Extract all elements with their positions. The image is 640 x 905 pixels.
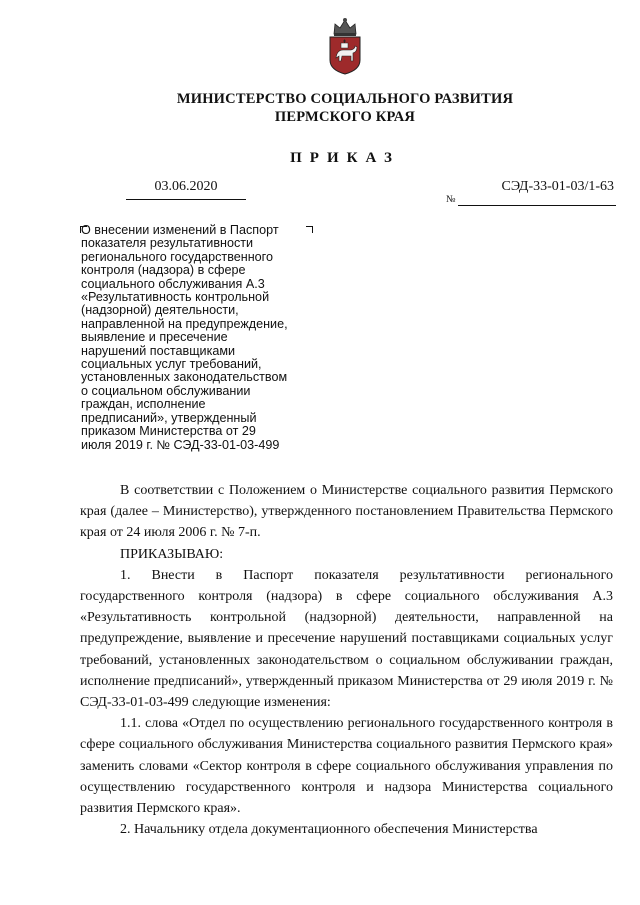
date-block — [126, 178, 246, 200]
document-subject: О внесении изменений в Паспорт показателя результативности регионального государственного контроля (надзора) в сфере социального обслуживания А.3 «Результативность контрольной (надзорной) деятельности, направленной на предупреждение, выявление и пресечение нарушений поставщиками социальных услуг требований, установленных законодательством о социальном обслуживании граждан, исполнение предписаний», утвержденный приказом Министерства от 29 июля 2019 г. № СЭД-33-01-03-499 — [81, 223, 288, 452]
ministry-header — [120, 90, 570, 126]
document-date: 03.06.2020 — [154, 179, 218, 194]
body-paragraph: 2. Начальнику отдела документационного обеспечения Министерства — [120, 822, 538, 838]
document-body — [80, 480, 613, 840]
coat-of-arms-icon — [326, 14, 364, 76]
date-underline — [126, 199, 246, 200]
ministry-name-line2: ПЕРМСКОГО КРАЯ — [274, 109, 416, 125]
number-block — [446, 178, 616, 206]
order-keyword: ПРИКАЗЫВАЮ: — [120, 546, 224, 562]
body-paragraph: 1. Внести в Паспорт показателя результативности регионального государственного контроля (надзора) в сфере социального обслуживания А.3 «Результативность контрольной (надзорной) деятельности, направленной на предупреждение, выявление и пресечение нарушений поставщиками социальных услуг требований, установленных законодательством о социальном обслуживании граждан, исполнение предписаний», утвержденный приказом Министерства от 29 июля 2019 г. № СЭД-33-01-03-499 следующие изменения: — [80, 567, 613, 711]
body-paragraph: 1.1. слова «Отдел по осуществлению регионального государственного контроля в сфере социального обслуживания Министерства социального развития Пермского края» заменить словами «Сектор контроля в сфере социального обслуживания управления по осуществлению государственного контроля и надзора Министерства социального развития Пермского края». — [80, 716, 613, 817]
number-underline — [458, 195, 616, 206]
document-type-title: ПРИКАЗ — [290, 150, 400, 166]
number-sign: № — [446, 194, 456, 205]
ministry-name-line1: МИНИСТЕРСТВО СОЦИАЛЬНОГО РАЗВИТИЯ — [176, 91, 514, 107]
document-number: СЭД-33-01-03/1-63 — [501, 179, 614, 194]
body-paragraph: В соответствии с Положением о Министерстве социального развития Пермского края (далее – Министерство), утвержденного постановлением Правительства Пермского края от 24 июля 2006 г. № 7-п. — [80, 483, 613, 541]
